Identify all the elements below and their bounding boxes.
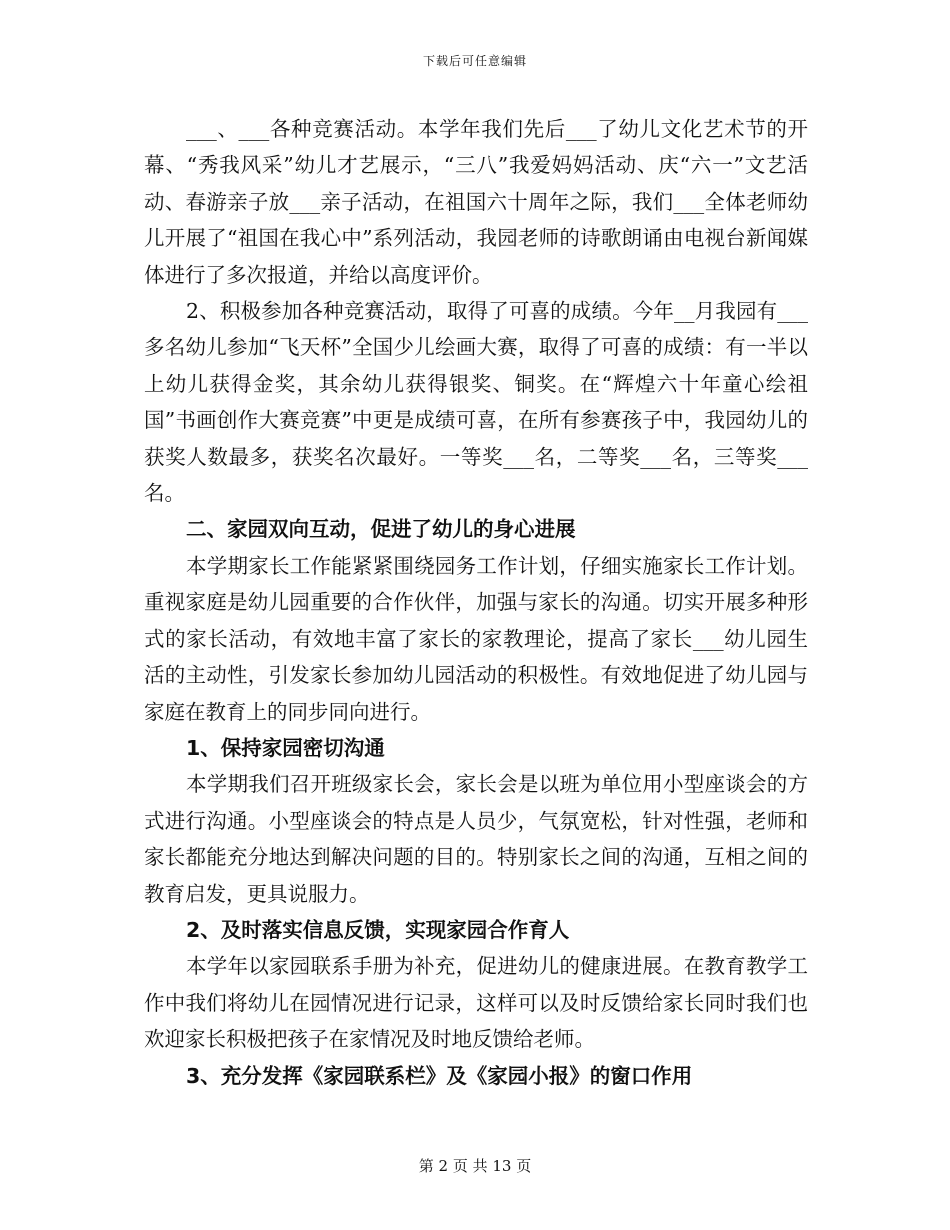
paragraph-parent-meetings: 本学期我们召开班级家长会，家长会是以班为单位用小型座谈会的方式进行沟通。小型座谈会的特点是人员少，气氛宽松，针对性强，老师和家长都能充分地达到解决问题的目的。特别家长之间的沟通，互相之间的教育启发，更具说服力。 xyxy=(144,772,808,906)
paragraph-competitions-intro: ___、___各种竞赛活动。本学年我们先后___了幼儿文化艺术节的开幕、“秀我风采”幼儿才艺展示，“三八”我爱妈妈活动、庆“六一”文艺活动、春游亲子放___亲子活动，在祖国六十周年之际，我们___全体老师幼儿开展了“祖国在我心中”系列活动，我园老师的诗歌朗诵由电视台新闻媒体进行了多次报道，并给以高度评价。 xyxy=(144,117,808,287)
document-body xyxy=(144,111,808,1094)
page-header: 下载后可任意编辑 xyxy=(422,54,527,68)
paragraph-competition-results: 2、积极参加各种竞赛活动，取得了可喜的成绩。今年__月我园有___多名幼儿参加“飞天杯”全国少儿绘画大赛，取得了可喜的成绩：有一半以上幼儿获得金奖，其余幼儿获得银奖、铜奖。在“辉煌六十年童心绘祖国”书画创作大赛竞赛”中更是成绩可喜，在所有参赛孩子中，我园幼儿的获奖人数最多，获奖名次最好。一等奖___名，二等奖___名，三等奖___名。 xyxy=(144,299,808,506)
subheading-bulletin: 3、充分发挥《家园联系栏》及《家园小报》的窗口作用 xyxy=(186,1063,693,1088)
paragraph-parent-work: 本学期家长工作能紧紧围绕园务工作计划，仔细实施家长工作计划。重视家庭是幼儿园重要的合作伙伴，加强与家长的沟通。切实开展多种形式的家长活动，有效地丰富了家长的家教理论，提高了家长___幼儿园生活的主动性，引发家长参加幼儿园活动的积极性。有效地促进了幼儿园与家庭在教育上的同步同向进行。 xyxy=(144,553,808,724)
section-heading-home-school: 二、家园双向互动，促进了幼儿的身心进展 xyxy=(186,517,576,542)
subheading-feedback: 2、及时落实信息反馈，实现家园合作育人 xyxy=(186,917,570,942)
paragraph-contact-handbook: 本学年以家园联系手册为补充，促进幼儿的健康进展。在教育教学工作中我们将幼儿在园情况进行记录，这样可以及时反馈给家长同时我们也欢迎家长积极把孩子在家情况及时地反馈给老师。 xyxy=(144,954,808,1052)
subheading-communication: 1、保持家园密切沟通 xyxy=(186,735,385,760)
page-number-footer: 第 2 页 共 13 页 xyxy=(418,1157,532,1175)
